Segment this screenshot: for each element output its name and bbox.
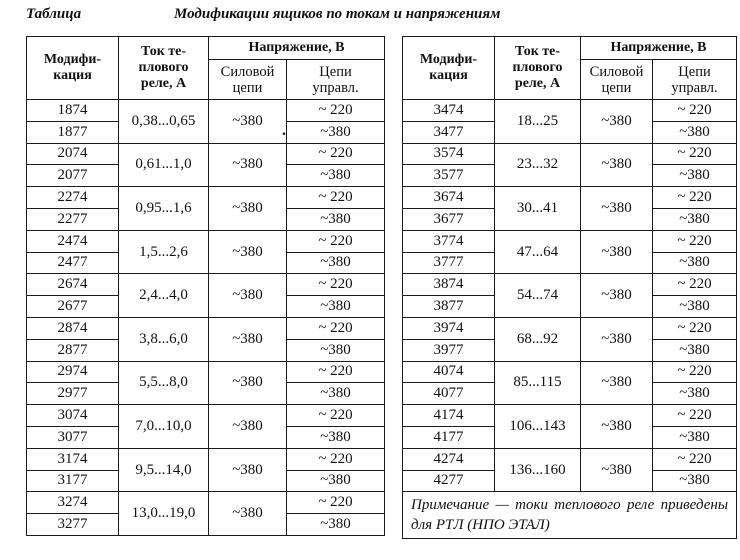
table-row (27, 405, 385, 427)
power-voltage-cell: ~380 (209, 274, 287, 318)
control-voltage-cell: ~380 (653, 296, 737, 318)
current-range-cell: 2,4...4,0 (119, 274, 209, 318)
note-row (403, 492, 737, 539)
current-range-cell: 0,61...1,0 (119, 143, 209, 187)
current-range-cell: 18...25 (495, 100, 581, 144)
current-range-cell: 5,5...8,0 (119, 361, 209, 405)
current-range-cell: 54...74 (495, 274, 581, 318)
table-body (27, 100, 385, 536)
power-voltage-cell: ~380 (581, 100, 653, 144)
control-voltage-cell: ~380 (287, 165, 385, 187)
current-range-cell: 1,5...2,6 (119, 230, 209, 274)
table-row (27, 100, 385, 122)
header-label: Напряжение, В (610, 40, 707, 55)
power-voltage-cell: ~380 (581, 405, 653, 449)
header-voltage (581, 37, 737, 60)
control-voltage-cell: ~ 220 (287, 274, 385, 296)
control-voltage-cell: ~ 220 (653, 274, 737, 296)
control-voltage-cell: ~ 220 (287, 405, 385, 427)
modification-cell: 2277 (27, 208, 119, 230)
control-voltage-cell: ~ 220 (287, 492, 385, 514)
current-range-cell: 13,0...19,0 (119, 492, 209, 536)
table-row (27, 361, 385, 383)
modification-cell: 2674 (27, 274, 119, 296)
modification-cell: 3477 (403, 121, 495, 143)
modification-cell: 3674 (403, 187, 495, 209)
header-label: Силовой цепи (589, 63, 644, 96)
table-row (27, 230, 385, 252)
control-voltage-cell: ~380 (287, 339, 385, 361)
table-row (403, 100, 737, 122)
power-voltage-cell: ~380 (581, 317, 653, 361)
control-voltage-cell: ~380 (287, 470, 385, 492)
power-voltage-cell: ~380 (209, 361, 287, 405)
modification-cell: 2477 (27, 252, 119, 274)
control-voltage-cell: ~ 220 (653, 187, 737, 209)
table-row (403, 448, 737, 470)
header-label: Ток те- плового реле, А (512, 44, 563, 91)
modification-cell: 2474 (27, 230, 119, 252)
power-voltage-cell: ~380 (209, 100, 287, 144)
modification-cell: 2677 (27, 296, 119, 318)
caption-label: Таблица (26, 6, 82, 22)
control-voltage-cell: ~ 220 (287, 230, 385, 252)
modification-cell: 3774 (403, 230, 495, 252)
control-voltage-cell: ~ 220 (653, 100, 737, 122)
table-row (27, 492, 385, 514)
control-voltage-cell: ~380 (287, 121, 385, 143)
power-voltage-cell: ~380 (209, 448, 287, 492)
table-row (403, 361, 737, 383)
table-row (403, 230, 737, 252)
power-voltage-cell: ~380 (581, 274, 653, 318)
modification-cell: 4077 (403, 383, 495, 405)
control-voltage-cell: ~380 (653, 121, 737, 143)
current-range-cell: 23...32 (495, 143, 581, 187)
modification-cell: 3177 (27, 470, 119, 492)
power-voltage-cell: ~380 (209, 317, 287, 361)
power-voltage-cell: ~380 (581, 230, 653, 274)
modification-cell: 4274 (403, 448, 495, 470)
table-row (403, 405, 737, 427)
modification-cell: 4074 (403, 361, 495, 383)
current-range-cell: 0,38...0,65 (119, 100, 209, 144)
modification-cell: 4277 (403, 470, 495, 492)
modifications-table-right (402, 36, 737, 539)
header-power-circuit (209, 60, 287, 100)
header-label: Модифи- кация (419, 52, 478, 83)
control-voltage-cell: ~380 (287, 252, 385, 274)
table-caption (26, 6, 501, 23)
power-voltage-cell: ~380 (581, 143, 653, 187)
current-range-cell: 7,0...10,0 (119, 405, 209, 449)
control-voltage-cell: ~380 (287, 426, 385, 448)
header-control-circuit (653, 60, 737, 100)
table-row (403, 187, 737, 209)
header-power-circuit (581, 60, 653, 100)
current-range-cell: 9,5...14,0 (119, 448, 209, 492)
modification-cell: 1877 (27, 121, 119, 143)
control-voltage-cell: ~ 220 (287, 143, 385, 165)
table-row (27, 274, 385, 296)
current-range-cell: 85...115 (495, 361, 581, 405)
modifications-table-left (26, 36, 385, 536)
control-voltage-cell: ~ 220 (653, 143, 737, 165)
modification-cell: 3577 (403, 165, 495, 187)
header-current (119, 37, 209, 100)
control-voltage-cell: ~ 220 (287, 361, 385, 383)
modification-cell: 3074 (27, 405, 119, 427)
current-range-cell: 106...143 (495, 405, 581, 449)
control-voltage-cell: ~ 220 (653, 230, 737, 252)
control-voltage-cell: ~ 220 (653, 405, 737, 427)
modification-cell: 3777 (403, 252, 495, 274)
control-voltage-cell: ~380 (287, 208, 385, 230)
control-voltage-cell: ~ 220 (653, 361, 737, 383)
modification-cell: 4177 (403, 426, 495, 448)
table-row (403, 143, 737, 165)
header-label: Ток те- плового реле, А (138, 44, 189, 91)
control-voltage-cell: ~380 (287, 383, 385, 405)
control-voltage-cell: ~380 (287, 514, 385, 536)
modification-cell: 3977 (403, 339, 495, 361)
control-voltage-cell: ~380 (653, 165, 737, 187)
control-voltage-cell: ~380 (653, 470, 737, 492)
caption-title: Модификации ящиков по токам и напряжениям (174, 6, 501, 22)
current-range-cell: 30...41 (495, 187, 581, 231)
current-range-cell: 136...160 (495, 448, 581, 492)
power-voltage-cell: ~380 (209, 492, 287, 536)
modification-cell: 2877 (27, 339, 119, 361)
control-voltage-cell: ~ 220 (653, 448, 737, 470)
modification-cell: 2274 (27, 187, 119, 209)
header-label: Цепи управл. (312, 63, 359, 96)
current-range-cell: 47...64 (495, 230, 581, 274)
header-voltage (209, 37, 385, 60)
modification-cell: 3574 (403, 143, 495, 165)
current-range-cell: 0,95...1,6 (119, 187, 209, 231)
header-modification (27, 37, 119, 100)
modification-cell: 3174 (27, 448, 119, 470)
modification-cell: 2974 (27, 361, 119, 383)
header-label: Силовой цепи (220, 63, 275, 96)
modification-cell: 3677 (403, 208, 495, 230)
current-range-cell: 68...92 (495, 317, 581, 361)
table-row (403, 317, 737, 339)
modification-cell: 2874 (27, 317, 119, 339)
control-voltage-cell: ~380 (653, 339, 737, 361)
power-voltage-cell: ~380 (209, 230, 287, 274)
control-voltage-cell: ~380 (287, 296, 385, 318)
control-voltage-cell: ~ 220 (287, 317, 385, 339)
control-voltage-cell: ~380 (653, 208, 737, 230)
modification-cell: 4174 (403, 405, 495, 427)
control-voltage-cell: ~380 (653, 426, 737, 448)
modification-cell: 2077 (27, 165, 119, 187)
header-control-circuit (287, 60, 385, 100)
table-row (27, 187, 385, 209)
header-label: Напряжение, В (248, 40, 345, 55)
table-row (27, 317, 385, 339)
modification-cell: 3077 (27, 426, 119, 448)
modification-cell: 1874 (27, 100, 119, 122)
table-note: Примечание — токи теплового реле приведены для РТЛ (НПО ЭТАЛ) (403, 492, 737, 539)
current-range-cell: 3,8...6,0 (119, 317, 209, 361)
control-voltage-cell: ~ 220 (653, 317, 737, 339)
modification-cell: 2074 (27, 143, 119, 165)
header-current (495, 37, 581, 100)
power-voltage-cell: ~380 (581, 187, 653, 231)
power-voltage-cell: ~380 (209, 405, 287, 449)
modification-cell: 3274 (27, 492, 119, 514)
modification-cell: 3277 (27, 514, 119, 536)
control-voltage-cell: ~ 220 (287, 100, 385, 122)
table-body (403, 100, 737, 539)
header-label: Цепи управл. (671, 63, 718, 96)
table-row (27, 448, 385, 470)
table-row (403, 274, 737, 296)
power-voltage-cell: ~380 (209, 143, 287, 187)
power-voltage-cell: ~380 (209, 187, 287, 231)
control-voltage-cell: ~380 (653, 252, 737, 274)
modification-cell: 3877 (403, 296, 495, 318)
control-voltage-cell: ~ 220 (287, 448, 385, 470)
power-voltage-cell: ~380 (581, 448, 653, 492)
control-voltage-cell: ~ 220 (287, 187, 385, 209)
modification-cell: 3474 (403, 100, 495, 122)
modification-cell: 2977 (27, 383, 119, 405)
modification-cell: 3974 (403, 317, 495, 339)
header-modification (403, 37, 495, 100)
control-voltage-cell: ~380 (653, 383, 737, 405)
stray-dot: . (282, 122, 286, 139)
modification-cell: 3874 (403, 274, 495, 296)
power-voltage-cell: ~380 (581, 361, 653, 405)
header-label: Модифи- кация (43, 52, 102, 83)
table-row (27, 143, 385, 165)
